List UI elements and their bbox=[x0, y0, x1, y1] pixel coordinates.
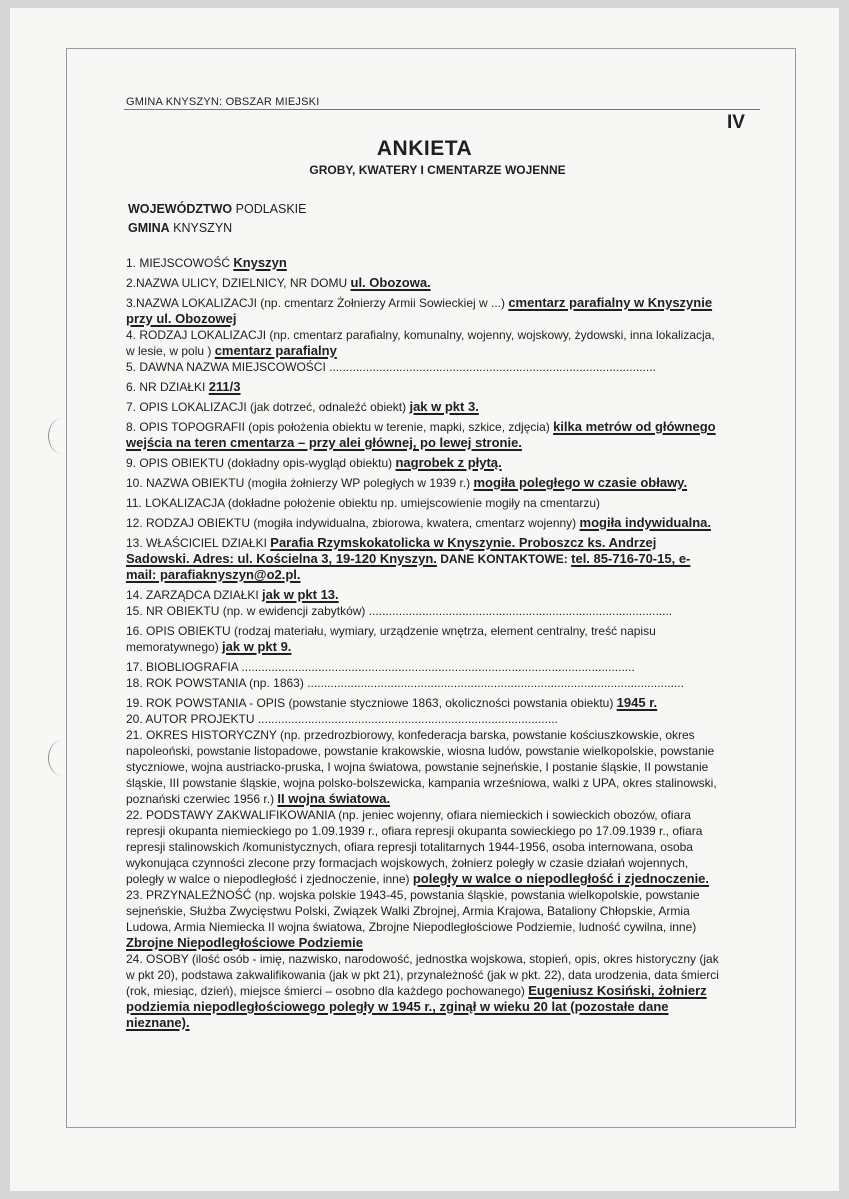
field-21-answer: II wojna światowa. bbox=[277, 791, 391, 806]
document-title: ANKIETA bbox=[376, 137, 473, 160]
field-7-answer: jak w pkt 3. bbox=[409, 399, 479, 414]
field-10-answer: mogiła poległego w czasie obławy. bbox=[473, 475, 688, 490]
field-13-answer: Parafia Rzymskokatolicka w Knyszynie. Proboszcz ks. Andrzej bbox=[270, 535, 657, 550]
field-19-answer: 1945 r. bbox=[616, 695, 658, 710]
field-8-cont: wejścia na teren cmentarza – przy alei głównej, po lewej stronie. bbox=[126, 435, 522, 450]
municipality-header: GMINA KNYSZYN: OBSZAR MIEJSKI bbox=[126, 96, 320, 108]
field-8-answer: kilka metrów od głównego bbox=[553, 419, 716, 434]
field-9: 9. OPIS OBIEKTU (dokładny opis-wygląd obiektu) nagrobek z płytą. bbox=[126, 455, 502, 470]
field-16-answer: jak w pkt 9. bbox=[222, 639, 292, 654]
field-18: 18. ROK POWSTANIA (np. 1863) ................................................................................................................. bbox=[126, 676, 684, 690]
field-2-answer: ul. Obozowa. bbox=[350, 275, 431, 290]
field-1-answer: Knyszyn bbox=[233, 255, 287, 270]
section-number: IV bbox=[727, 112, 745, 133]
field-10: 10. NAZWA OBIEKTU (mogiła żołnierzy WP poległych w 1939 r.) mogiła poległego w czasie obławy. bbox=[126, 475, 688, 490]
field-24-answer-cont: podziemia niepodległościowego poległy w 1945 r., zginął w wieku 20 lat (pozostałe dane bbox=[126, 999, 669, 1014]
field-19: 19. ROK POWSTANIA - OPIS (powstanie styczniowe 1863, okoliczności powstania obiektu) 1945 r. bbox=[126, 695, 658, 710]
survey-fields bbox=[126, 255, 773, 1031]
field-4: 4. RODZAJ LOKALIZACJI (np. cmentarz parafialny, komunalny, wojenny, wojskowy, żydowski, inna lokalizacja, bbox=[126, 328, 715, 342]
field-12-answer: mogiła indywidualna. bbox=[579, 515, 711, 530]
field-12: 12. RODZAJ OBIEKTU (mogiła indywidualna, zbiorowa, kwatera, cmentarz wojenny) mogiła indywidualna. bbox=[126, 515, 711, 530]
region-block bbox=[128, 200, 307, 238]
punch-hole-mark bbox=[48, 418, 77, 454]
field-11: 11. LOKALIZACJA (dokładne położenie obiektu np. umiejscowienie mogiły na cmentarzu) bbox=[126, 496, 601, 510]
field-22-answer: poległy w walce o niepodległość i zjednoczenie. bbox=[412, 871, 710, 886]
field-23-answer: Zbrojne Niepodległościowe Podziemie bbox=[126, 935, 363, 950]
field-4-answer: cmentarz parafialny bbox=[214, 343, 337, 358]
field-8: 8. OPIS TOPOGRAFII (opis położenia obiektu w terenie, mapki, szkice, zdjęcia) kilka metrów od głównego bbox=[126, 419, 716, 434]
field-13: 13. WŁAŚCICIEL DZIAŁKI Parafia Rzymskokatolicka w Knyszynie. Proboszcz ks. Andrzej bbox=[126, 535, 657, 550]
field-13-cont: Sadowski. Adres: ul. Kościelna 3, 19-120 Knyszyn. DANE KONTAKTOWE: tel. 85-716-70-15, e- bbox=[126, 551, 691, 566]
field-13-email: mail: parafiaknyszyn@o2.pl. bbox=[126, 567, 301, 582]
field-21-cont: styczniowe, wojna austriacko-pruska, I wojna światowa, powstanie sejneńskie, I postanie śląskie, II powstanie bbox=[126, 760, 709, 774]
field-4-cont: w lesie, w polu ) cmentarz parafialny bbox=[126, 343, 337, 358]
field-5: 5. DAWNA NAZWA MIEJSCOWOŚCI .................................................................................................. bbox=[126, 360, 656, 374]
field-24-cont: (rok, miesiąc, dzień), miejsce śmierci – osobno dla każdego pochowanego) Eugeniusz Kosiński, żołnierz bbox=[126, 983, 707, 998]
header-divider bbox=[124, 109, 760, 110]
field-22: 22. PODSTAWY ZAKWALIFIKOWANIA (np. jeniec wojenny, ofiara niemieckich i sowieckich obozów, ofiara bbox=[126, 808, 691, 822]
field-23-cont: Ludowa, Armia Niemiecka II wojna światowa, Zbrojne Niepodległościowe Podziemie, ludność cywilna, inne) bbox=[126, 920, 697, 934]
field-3-answer: cmentarz parafialny w Knyszynie bbox=[508, 295, 713, 310]
document-subtitle: GROBY, KWATERY I CMENTARZE WOJENNE bbox=[309, 163, 566, 177]
gmina-label: GMINA bbox=[128, 221, 170, 235]
field-21: 21. OKRES HISTORYCZNY (np. przedrozbiorowy, konfederacja barska, powstanie kościuszkowskie, okres bbox=[126, 728, 695, 742]
field-14-answer: jak w pkt 13. bbox=[262, 587, 339, 602]
voivodeship-label: WOJEWÓDZTWO bbox=[128, 202, 233, 216]
field-20: 20. AUTOR PROJEKTU .......................................................................................... bbox=[126, 712, 558, 726]
field-7: 7. OPIS LOKALIZACJI (jak dotrzeć, odnaleźć obiekt) jak w pkt 3. bbox=[126, 399, 479, 414]
field-9-answer: nagrobek z płytą. bbox=[395, 455, 502, 470]
field-14: 14. ZARZĄDCA DZIAŁKI jak w pkt 13. bbox=[126, 587, 339, 602]
field-15: 15. NR OBIEKTU (np. w ewidencji zabytków) ........................................................................................... bbox=[126, 604, 673, 618]
field-3-cont: przy ul. Obozowej bbox=[126, 311, 237, 326]
field-21-last: poznański czerwiec 1956 r.) II wojna światowa. bbox=[126, 791, 391, 806]
field-24-answer: Eugeniusz Kosiński, żołnierz bbox=[528, 983, 707, 998]
field-16: 16. OPIS OBIEKTU (rodzaj materiału, wymiary, urządzenie wnętrza, element centralny, treść napisu bbox=[126, 624, 656, 638]
field-22-cont: represji okupanta niemieckiego po 1.09.1939 r., ofiara represji okupanta sowieckiego po 17.09.1939 r., ofiara bbox=[126, 824, 703, 838]
field-22-cont: represji stalinowskich /komunistycznych, ofiara represji totalitarnych 1944-1956, osoba internowana, osoba bbox=[126, 840, 693, 854]
field-1: 1. MIEJSCOWOŚĆ Knyszyn bbox=[126, 255, 287, 270]
field-24-cont: w pkt 20), podstawa zakwalifikowania (jak w pkt 21), przynależność (jak w pkt. 22), data urodzenia, data śmierci bbox=[126, 968, 719, 982]
field-21-cont: śląskie, III powstanie śląskie, wojna polsko-bolszewicka, kampania wrześniowa, walki z UPA, okres stalinowski, bbox=[126, 776, 717, 790]
punch-hole-mark bbox=[48, 740, 77, 776]
voivodeship-line bbox=[128, 200, 307, 219]
field-22-last: poległy w walce o niepodległość i zjednoczenie, inne) poległy w walce o niepodległość i zjednoczenie. bbox=[126, 871, 710, 886]
field-23-last bbox=[126, 935, 773, 951]
voivodeship-value: PODLASKIE bbox=[232, 202, 307, 216]
field-22-cont: wykonująca czynności zlecone przy formacjach wojskowych, żołnierz poległy w czasie działań wojennych, bbox=[126, 856, 689, 870]
gmina-value: KNYSZYN bbox=[169, 221, 233, 235]
field-24-answer-end: nieznane). bbox=[126, 1015, 190, 1030]
field-24: 24. OSOBY (ilość osób - imię, nazwisko, narodowość, jednostka wojskowa, stopień, opis, okres historyczny (jak bbox=[126, 952, 719, 966]
field-16-cont: memoratywnego) jak w pkt 9. bbox=[126, 639, 292, 654]
field-17: 17. BIOBLIOGRAFIA ...................................................................................................................... bbox=[126, 660, 635, 674]
field-23: 23. PRZYNALEŻNOŚĆ (np. wojska polskie 1943-45, powstania śląskie, powstania wielkopolskie, powstanie bbox=[126, 888, 700, 902]
field-2: 2.NAZWA ULICY, DZIELNICY, NR DOMU ul. Obozowa. bbox=[126, 275, 431, 290]
field-21-cont: napoleoński, powstanie listopadowe, powstanie krakowskie, wiosna ludów, powstanie wielkopolskie, powstanie bbox=[126, 744, 715, 758]
gmina-line bbox=[128, 219, 307, 238]
field-6-answer: 211/3 bbox=[208, 379, 241, 394]
field-3: 3.NAZWA LOKALIZACJI (np. cmentarz Żołnierzy Armii Sowieckiej w ...) cmentarz parafialny w Knyszynie bbox=[126, 295, 713, 310]
field-6: 6. NR DZIAŁKI 211/3 bbox=[126, 379, 241, 394]
field-23-cont: sejneńskie, Służba Zwycięstwu Polski, Związek Walki Zbrojnej, Armia Krajowa, Bataliony Chłopskie, Armia bbox=[126, 904, 690, 918]
